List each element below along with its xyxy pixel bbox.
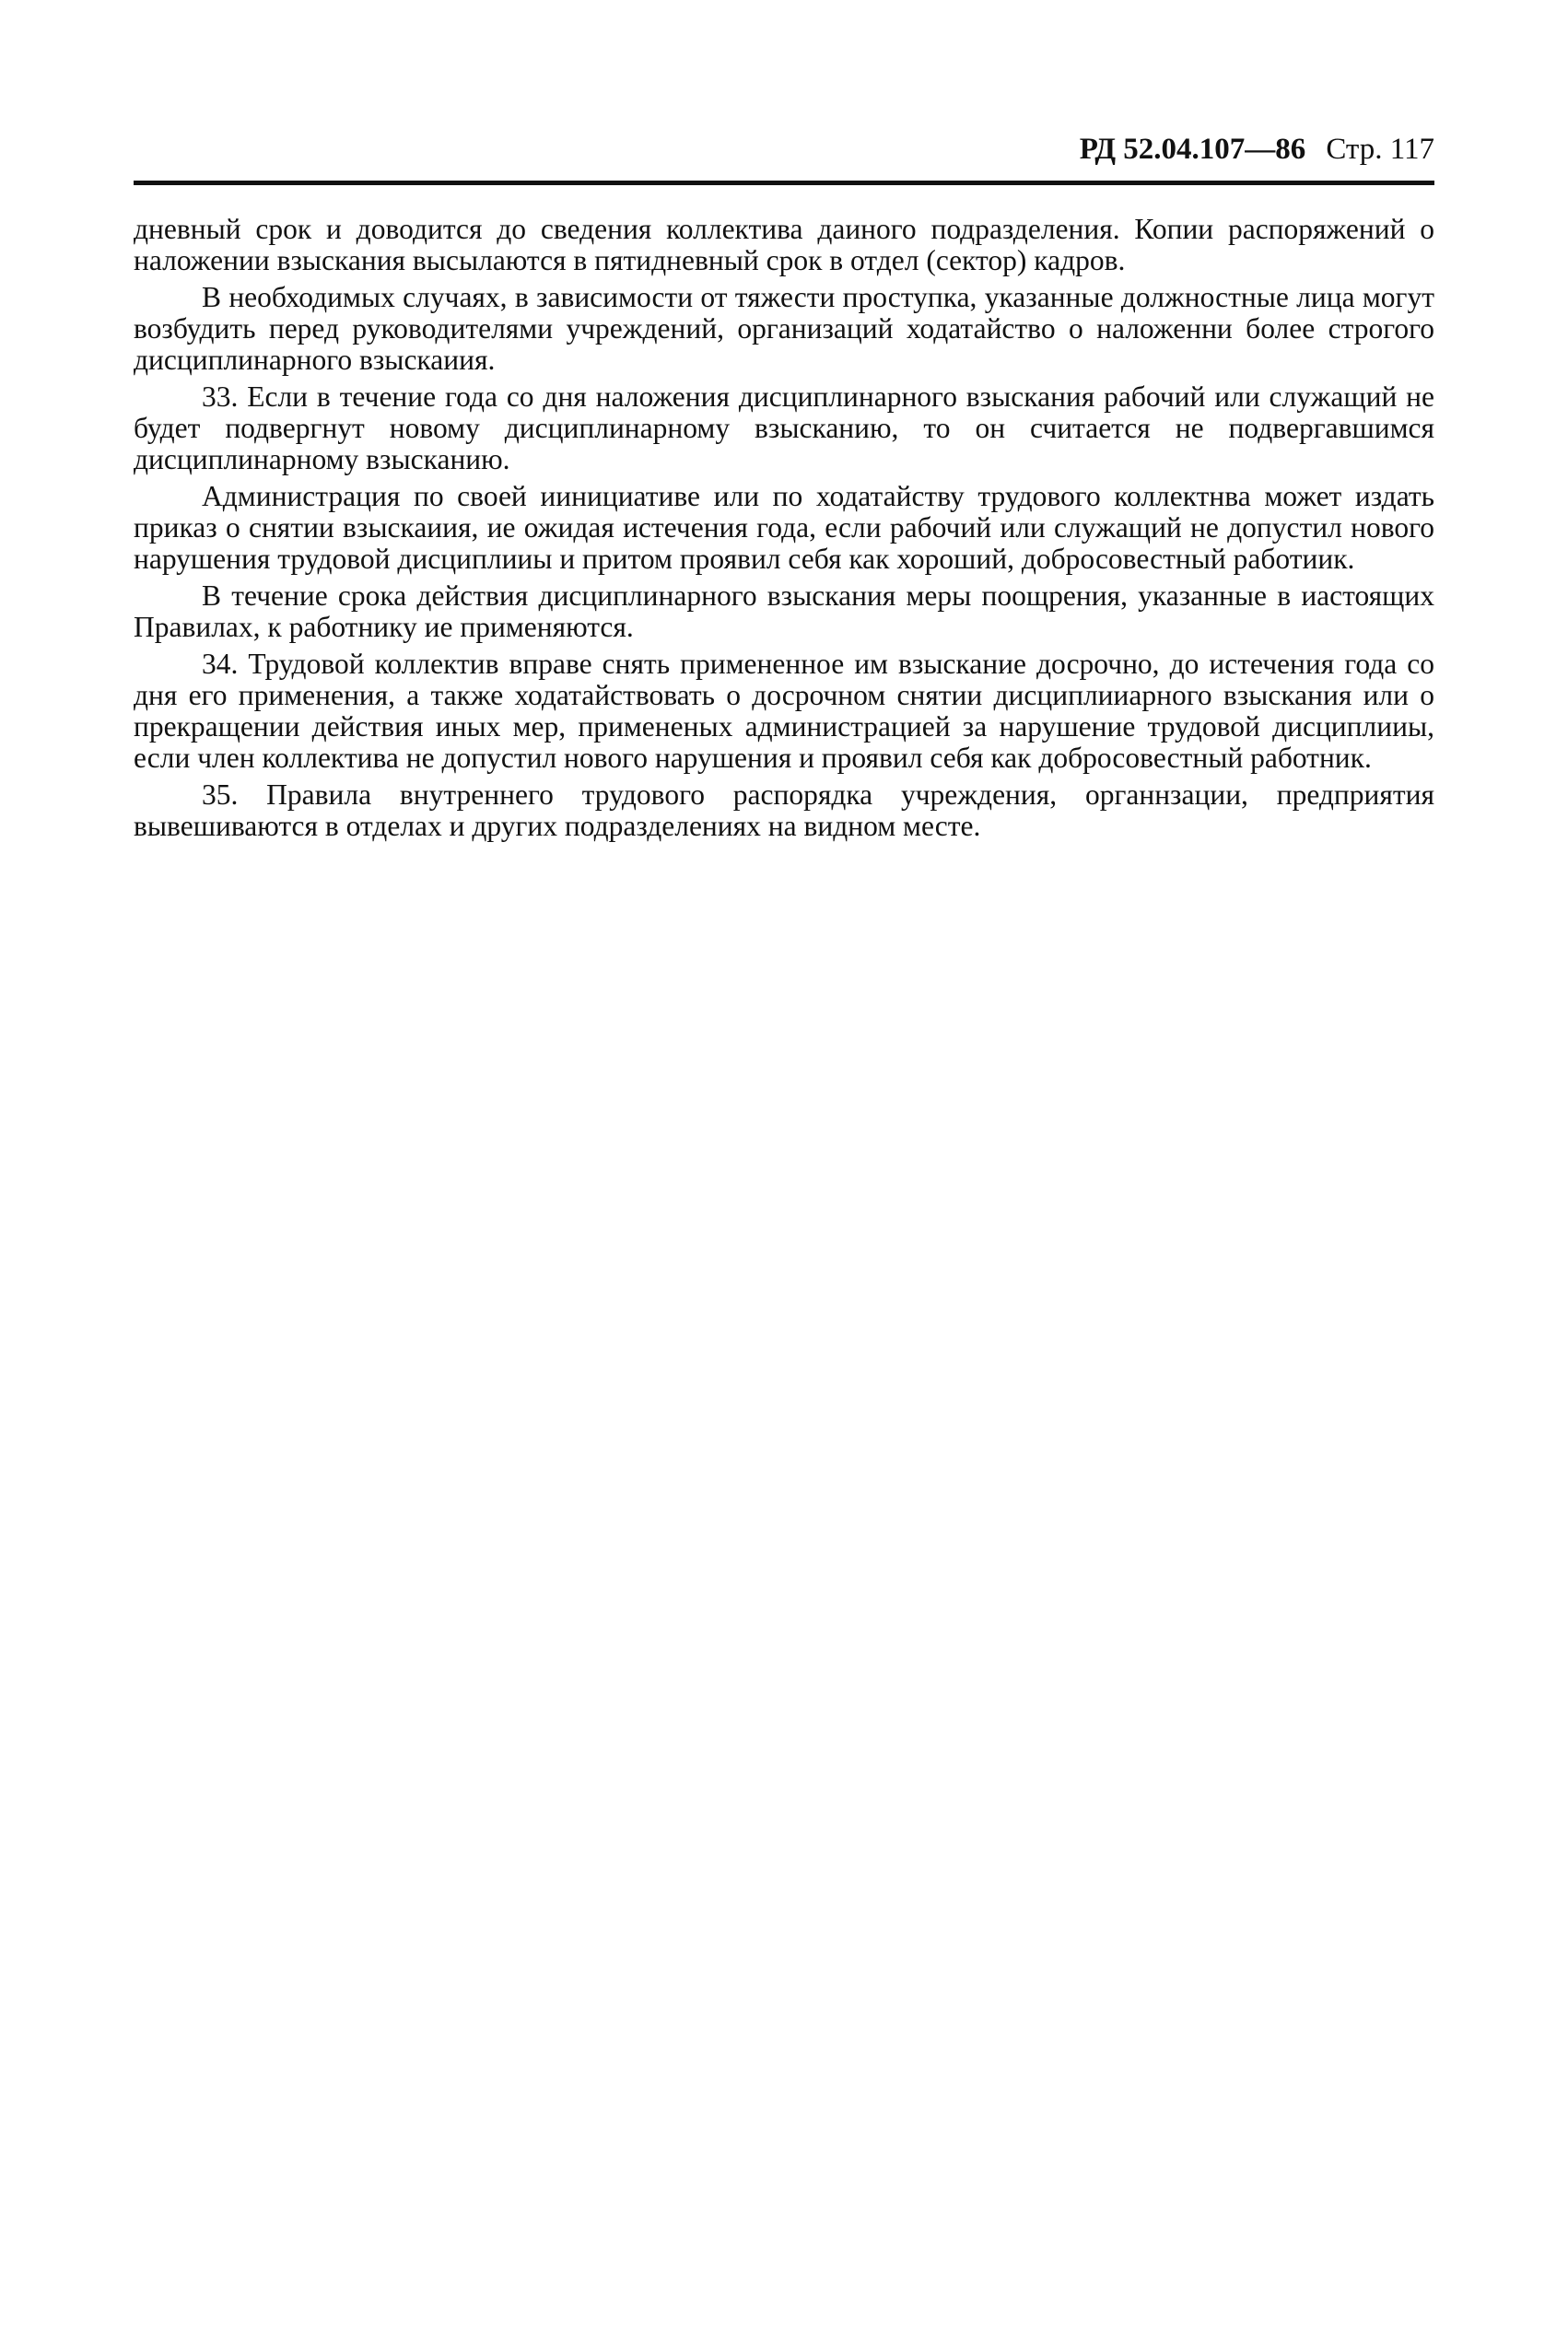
paragraph-incentives: В течение срока действия дисциплинарного взыскания меры поощрения, указанные в иастоящих Правилах, к работнику ие применяются. xyxy=(134,579,1434,643)
document-code: РД 52.04.107—86 xyxy=(1079,133,1306,166)
page-header xyxy=(134,127,1434,179)
paragraph-administration: Администрация по своей иинициативе или по ходатайству трудового коллектнва может издать приказ о снятии взыскаиия, ие ожидая истечения года, если рабочий или служащий не допустил нового нарушения трудовой дисциплииы и притом проявил себя как хороший, добросовестный работиик. xyxy=(134,480,1434,575)
page-number-label: Стр. 117 xyxy=(1326,133,1434,166)
paragraph-33: 33. Если в течение года со дня наложения дисциплинарного взыскания рабочий или служащий не будет подвергнут новому дисциплинарному взысканию, то он считается не подвергавшимся дисциплинарному взысканию. xyxy=(134,380,1434,475)
paragraph-serious-cases: В необходимых случаях, в зависимости от тяжести проступка, указанные должностные лица могут возбудить перед руководителями учреждений, организаций ходатайство о наложенни более строгого дисциплинарного взыскаиия. xyxy=(134,281,1434,376)
paragraph-continuation: дневный срок и доводится до сведения коллектива даиного подразделения. Копии распоряжений о наложении взыскания высылаются в пятидневный срок в отдел (сектор) кадров. xyxy=(134,213,1434,276)
header-rule xyxy=(134,181,1434,185)
paragraph-35: 35. Правила внутреннего трудового распорядка учреждения, органнзации, предприятия вывешиваются в отделах и других подразделениях на видном месте. xyxy=(134,778,1434,842)
paragraph-34: 34. Трудовой коллектив вправе снять примененное им взыскание досрочно, до истечения года со дня его применения, а также ходатайствовать о досрочном снятии дисциплииарного взыскания или о прекращении действия иных мер, примененых администрацией за нарушение трудовой дисциплииы, если член коллектива не допустил нового нарушения и проявил себя как добросовестный работник. xyxy=(134,648,1434,774)
header-text xyxy=(1080,131,1434,168)
document-body xyxy=(134,214,1434,848)
